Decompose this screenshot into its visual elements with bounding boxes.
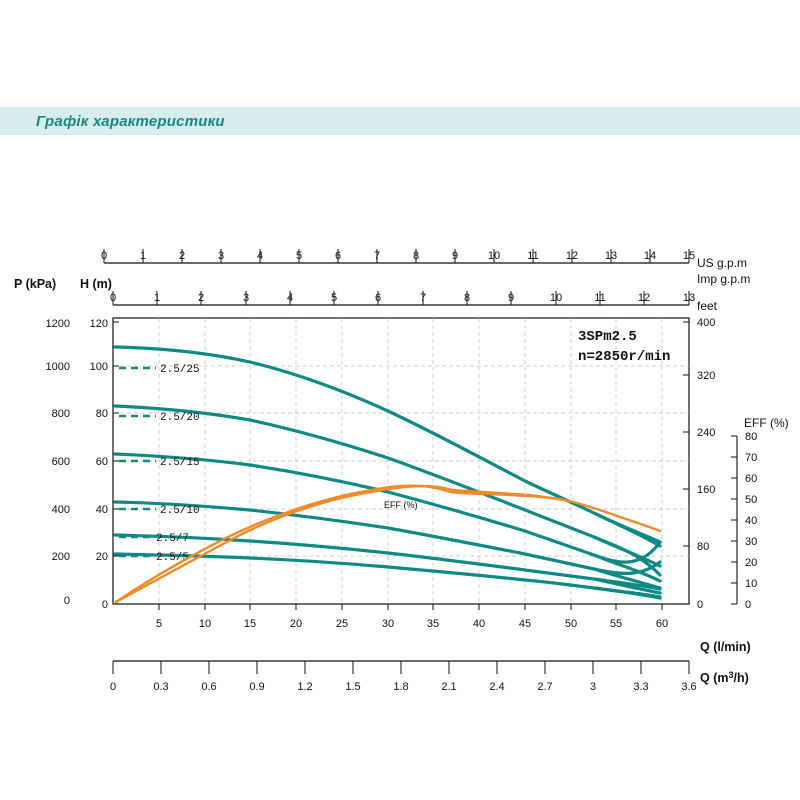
kpa-tick-400: 400: [51, 504, 70, 516]
m3h-tick-0-9: 0.9: [249, 681, 265, 693]
top-imp-tick-6: 6: [374, 292, 382, 304]
top-imp-tick-12: 12: [637, 292, 651, 304]
lpm-tick-30: 30: [381, 618, 395, 630]
m3h-tick-3-3: 3.3: [633, 681, 649, 693]
page-title: Графік характеристики: [36, 113, 225, 130]
top-axis-imp-gpm: [110, 272, 750, 313]
right-eff-label: EFF (%): [744, 416, 789, 430]
curve-label-2-5-20: 2.5/20: [160, 412, 200, 424]
top-us-tick-11: 11: [527, 250, 539, 262]
eff-tick-0: 0: [745, 599, 752, 611]
curve-label-leaders: [119, 368, 156, 556]
top-imp-tick-5: 5: [330, 292, 338, 304]
top-imp-tick-1: 1: [153, 292, 161, 304]
top-us-tick-7: 7: [373, 250, 381, 262]
top-us-tick-13: 13: [604, 250, 618, 262]
top-us-tick-14: 14: [643, 250, 657, 262]
top-us-tick-3: 3: [217, 250, 225, 262]
kpa-tick-800: 800: [51, 408, 70, 420]
m3h-tick-0-3: 0.3: [153, 681, 169, 693]
m3h-tick-1-8: 1.8: [393, 681, 409, 693]
m3h-tick-3-6: 3.6: [681, 681, 697, 693]
lpm-tick-40: 40: [472, 618, 486, 630]
kpa-tick-1200: 1200: [45, 318, 70, 330]
lpm-tick-55: 55: [609, 618, 623, 630]
curve-label-2-5-10: 2.5/10: [160, 505, 200, 517]
eff-tick-80: 80: [745, 431, 758, 443]
top-us-tick-6: 6: [334, 250, 342, 262]
top-us-tick-4: 4: [256, 250, 264, 262]
feet-tick-240: 240: [697, 427, 716, 439]
top-axis2-label: Imp g.p.m: [697, 272, 751, 286]
top-imp-tick-8: 8: [463, 292, 471, 304]
kpa-tick-1000: 1000: [45, 361, 70, 373]
head-curve-tails: [594, 513, 660, 598]
h-tick-20: 20: [95, 551, 108, 563]
kpa-tick-600: 600: [51, 456, 70, 468]
top-imp-tick-7: 7: [419, 292, 427, 304]
model-name: 3SPm2.5: [578, 329, 637, 345]
eff-tick-40: 40: [745, 515, 758, 527]
top-imp-tick-10: 10: [549, 292, 563, 304]
eff-tick-60: 60: [745, 473, 758, 485]
left-axis-p-label: P (kPa): [14, 277, 57, 291]
lpm-tick-35: 35: [426, 618, 440, 630]
lpm-tick-15: 15: [243, 618, 257, 630]
top-us-tick-15: 15: [682, 250, 696, 262]
m3h-tick-1-2: 1.2: [297, 681, 313, 693]
top-imp-tick-11: 11: [594, 292, 606, 304]
curve-label-2-5-7: 2.5/7: [156, 533, 190, 545]
curve-2-5-7: [115, 535, 660, 589]
left-axis-h-ticks: [90, 318, 119, 611]
m3h-tick-2-1: 2.1: [441, 681, 457, 693]
left-axis-kpa-ticks: [46, 318, 70, 607]
top-axis-us-gpm: [101, 249, 747, 270]
m3h-tick-0-6: 0.6: [201, 681, 217, 693]
lpm-tick-25: 25: [335, 618, 349, 630]
m3h-tick-2-7: 2.7: [537, 681, 553, 693]
eff-curve-label: EFF (%): [384, 500, 418, 510]
left-axis-labels: [14, 277, 112, 291]
m3h-tick-2-4: 2.4: [489, 681, 505, 693]
feet-tick-0: 0: [697, 599, 704, 611]
top-imp-tick-3: 3: [242, 292, 250, 304]
top-imp-tick-0: 0: [109, 292, 117, 304]
left-axis-h-label: H (m): [80, 277, 112, 291]
eff-tick-10: 10: [745, 578, 758, 590]
top-us-tick-0: 0: [100, 250, 108, 262]
lpm-tick-60: 60: [655, 618, 669, 630]
bottom-axis2-label-main: Q (m: [700, 671, 729, 685]
right-axis-feet: [683, 317, 715, 611]
lpm-tick-50: 50: [564, 618, 578, 630]
eff-tick-50: 50: [745, 494, 758, 506]
h-tick-120: 120: [89, 318, 108, 330]
top-us-tick-10: 10: [487, 250, 501, 262]
bottom-axis1-label: Q (l/min): [700, 640, 751, 654]
eff-tick-20: 20: [745, 557, 758, 569]
eff-tick-30: 30: [745, 536, 758, 548]
feet-tick-80: 80: [697, 541, 710, 553]
model-annotation: [578, 329, 670, 365]
curve-labels: [156, 364, 200, 564]
top-us-tick-12: 12: [565, 250, 579, 262]
h-tick-100: 100: [89, 361, 108, 373]
head-curves: [115, 347, 660, 597]
eff-tick-70: 70: [745, 452, 758, 464]
h-tick-60: 60: [95, 456, 108, 468]
curve-label-2-5-25: 2.5/25: [160, 364, 200, 376]
feet-tick-160: 160: [697, 484, 716, 496]
model-speed: n=2850r/min: [578, 349, 671, 365]
m3h-tick-0: 0: [109, 681, 117, 693]
right-axis-eff: [731, 416, 789, 611]
bottom-axis-m3h: [110, 661, 749, 693]
lpm-tick-20: 20: [289, 618, 303, 630]
right-feet-label: feet: [697, 299, 718, 313]
bottom-axis-lpm: [156, 604, 751, 654]
h-tick-0: 0: [101, 599, 108, 611]
lpm-tick-45: 45: [518, 618, 532, 630]
top-us-tick-1: 1: [139, 250, 147, 262]
curve-label-2-5-15: 2.5/15: [160, 457, 200, 469]
curve-label-2-5-5: 2.5/5: [156, 552, 190, 564]
top-axis1-label: US g.p.m: [697, 256, 748, 270]
top-us-tick-8: 8: [412, 250, 420, 262]
h-tick-80: 80: [95, 408, 108, 420]
m3h-tick-3: 3: [589, 681, 597, 693]
lpm-tick-5: 5: [155, 618, 163, 630]
h-tick-40: 40: [95, 504, 108, 516]
m3h-tick-1-5: 1.5: [345, 681, 361, 693]
top-imp-tick-2: 2: [197, 292, 205, 304]
top-imp-tick-9: 9: [507, 292, 515, 304]
top-imp-tick-4: 4: [286, 292, 294, 304]
lpm-tick-10: 10: [198, 618, 212, 630]
kpa-tick-0: 0: [63, 595, 70, 607]
top-us-tick-2: 2: [178, 250, 186, 262]
bottom-axis2-label: Q $(m^3/h)$: [700, 670, 749, 685]
kpa-tick-200: 200: [51, 551, 70, 563]
top-us-tick-9: 9: [451, 250, 459, 262]
top-imp-tick-13: 13: [682, 292, 696, 304]
feet-tick-320: 320: [697, 370, 716, 382]
top-us-tick-5: 5: [295, 250, 303, 262]
feet-tick-400: 400: [697, 317, 716, 329]
